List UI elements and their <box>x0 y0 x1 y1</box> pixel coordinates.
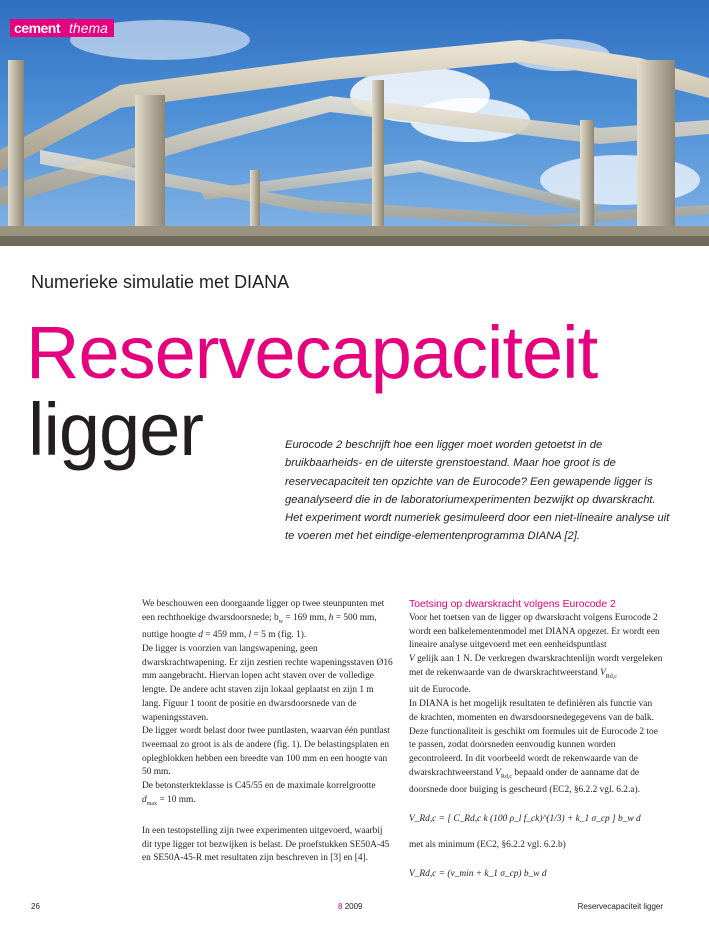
article-title-line1: Reservecapaciteit <box>26 311 598 394</box>
paragraph: In DIANA is het mogelijk resultaten te definiëren als functie van de krachten, momenten en dwarsdoorsnedegegevens van de balk. Deze functionaliteit is geschikt om formules uit de Eurocode 2 toe te passen, zodat doorsneden eenvoudig kunnen worden gecontroleerd. In dit voorbeeld wordt de rekenwaarde van de dwarskrachtweerstand $V_{Rd,c}$ bepaald onder de aanname dat de doorsnede door buiging is gescheurd (EC2, §6.2.2 vgl. 6.2.a). <box>409 699 658 796</box>
body-column-right <box>409 598 663 881</box>
section-label: thema <box>66 19 114 37</box>
formula-vrdc: V_Rd,c = [ C_Rd,c k (100 ρ_l f_ck)^(1/3) + k_1 σ_cp ] b_w d <box>409 813 641 824</box>
formula-vrdc-min: V_Rd,c = (v_min + k_1 σ_cp) b_w d <box>409 868 547 879</box>
article-title-line2: ligger <box>28 388 203 471</box>
magazine-brand <box>10 19 114 37</box>
paragraph: In een testopstelling zijn twee experimenten uitgevoerd, waarbij dit type ligger tot bezwijken is belast. De proefstukken SE50A-45 en SE50A-45-R met resultaten zijn beschreven in [3] en [4]. <box>142 825 390 864</box>
paragraph: met als minimum (EC2, §6.2.2 vgl. 6.2.b) <box>409 840 566 851</box>
hero-photo <box>0 0 709 246</box>
article-intro: Eurocode 2 beschrijft hoe een ligger moet worden getoetst in de bruikbaarheids- en de uiterste grenstoestand. Maar hoe groot is de reservecapaciteit ten opzichte van de Eurocode? Een gewapende ligger is geanalyseerd die in de laboratoriumexperimenten bezwijkt op dwarskracht. Het experiment wordt numeriek gesimuleerd door een niet-lineaire analyse uit te voeren met het eindige-elementenprogramma DIANA [2]. <box>285 439 670 543</box>
section-heading: Toetsing op dwarskracht volgens Eurocode 2 <box>409 599 616 610</box>
cement-logo: cement <box>10 19 66 37</box>
page-footer <box>0 902 709 916</box>
article-kicker: Numerieke simulatie met DIANA <box>31 272 290 292</box>
running-title: Reservecapaciteit ligger <box>577 902 663 911</box>
paragraph: Voor het toetsen van de ligger op dwarskracht volgens Eurocode 2 wordt een balkelementenmodel met DIANA opgezet. Er wordt een lineaire analyse uitgevoerd met een eenheidspuntlast V gelijk aan 1 N. De verkregen dwarskrachtenlijn wordt vergeleken met de rekenwaarde van de dwarskrachtweerstand $V_{Rd,c}$ uit de Eurocode. <box>409 613 663 696</box>
issue-label: 8 2009 <box>338 902 363 911</box>
paragraph: De betonsterkteklasse is C45/55 en de maximale korrelgrootte $d_{max} = 10$ mm. <box>142 781 376 807</box>
paragraph: We beschouwen een doorgaande ligger op twee steunpunten met een rechthoekige dwarsdoorsnede; $b_w = 169$ mm, h = 500 mm, nuttige hoogte d = 459 mm, l = 5 m (fig. 1). <box>142 599 385 641</box>
body-column-left <box>142 598 394 866</box>
paragraph: De ligger is voorzien van langswapening, geen dwarskrachtwapening. Er zijn zestien rechte wapeningsstaven Ø16 mm aangebracht. Hiervan lopen acht staven over de volledige lengte. De andere acht staven zijn lokaal geplaatst en zijn 1 m lang. Figuur 1 toont de positie en dwarsdoorsnede van de wapeningsstaven. <box>142 643 393 723</box>
paragraph: De ligger wordt belast door twee puntlasten, waarvan één puntlast tweemaal zo groot is als de andere (fig. 1). De belastingsplaten en oplegblokken hebben een breedte van 100 mm en een hoogte van 50 mm. <box>142 726 390 778</box>
page-number: 26 <box>31 902 40 911</box>
